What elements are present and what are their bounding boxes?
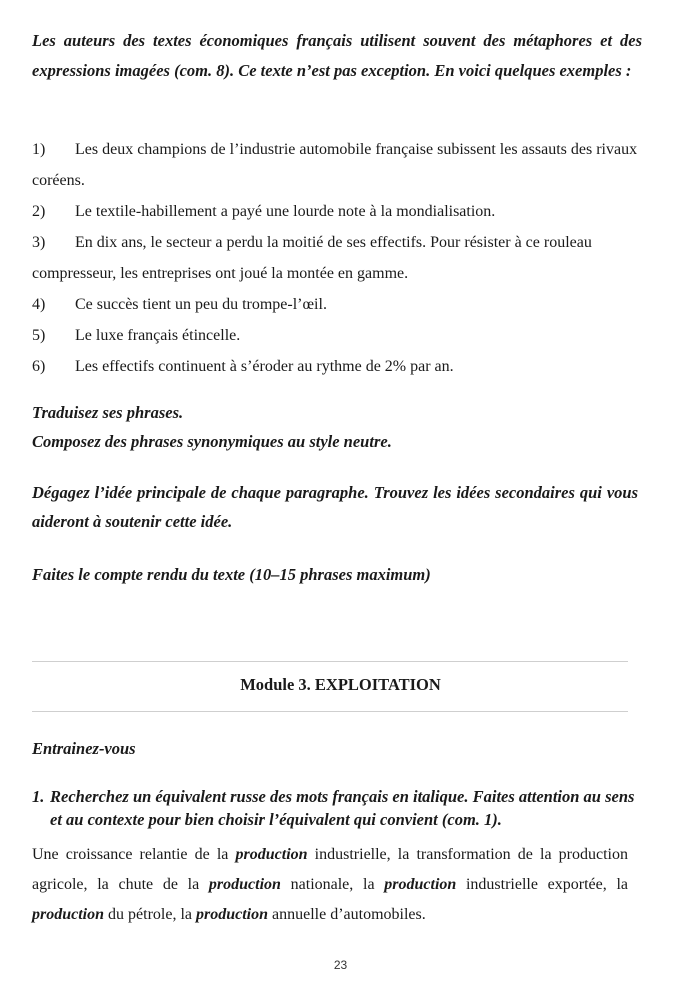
item-text: Ce succès tient un peu du trompe-l’œil. [75,296,327,313]
item-text: En dix ans, le secteur a perdu la moitié de ses effectifs. Pour résister à ce rouleau compresseur, les entreprises ont joué la montée en gamme. [32,234,592,282]
text-run: du pétrole, la [104,906,196,923]
text-run: industrielle exportée, la [456,876,629,893]
item-text: Le luxe français étincelle. [75,327,241,344]
module-title: Module 3. EXPLOITATION [240,675,441,694]
text-run: Une croissance relantie de la [32,846,236,863]
emphasized-word: production [32,906,105,923]
item-number: 3) [32,234,46,251]
text-run: annuelle d’automobiles. [268,906,426,923]
text-run: nationale, la [280,876,385,893]
emphasized-word: production [208,876,281,893]
page-number: 23 [333,958,348,972]
emphasized-word: production [235,846,308,863]
exercise-number: 1. [32,787,45,806]
emphasized-word: production [195,906,268,923]
text-run: industrielle, la transformation de la production agricole, la chute de la [32,846,628,893]
item-text: Les effectifs continuent à s’éroder au rythme de 2% par an. [75,358,454,375]
task-translate: Traduisez ses phrases. [32,403,184,422]
list-item [32,289,644,320]
list-item [32,196,644,227]
item-text: Les deux champions de l’industrie automobile française subissent les assauts des rivaux coréens. [32,141,638,189]
exercise-instruction [32,785,642,831]
item-number: 6) [32,358,46,375]
task-summary: Faites le compte rendu du texte (10–15 phrases maximum) [32,565,431,584]
item-number: 5) [32,327,46,344]
exercise-text [32,840,628,930]
exercise-instruction-text: Recherchez un équivalent russe des mots français en italique. Faites attention au sens et au contexte pour bien choisir l’équivalent qui convient (com. 1). [50,787,635,829]
divider-top [32,661,628,662]
intro-paragraph: Les auteurs des textes économiques français utilisent souvent des métaphores et des expressions imagées (com. 8). Ce texte n’est pas exception. En voici quelques exemples : [32,31,642,80]
item-number: 4) [32,296,46,313]
practice-heading: Entrainez-vous [32,739,136,758]
divider-bottom [32,711,628,712]
list-item [32,134,644,196]
list-item [32,227,644,289]
item-number: 1) [32,141,46,158]
task-main-idea: Dégagez l’idée principale de chaque paragraphe. Trouvez les idées secondaires qui vous aideront à soutenir cette idée. [32,483,638,531]
list-item [32,320,644,351]
emphasized-word: production [384,876,457,893]
item-number: 2) [32,203,46,220]
list-item [32,351,644,382]
item-text: Le textile-habillement a payé une lourde note à la mondialisation. [75,203,496,220]
task-synonyms: Composez des phrases synonymiques au style neutre. [32,432,392,451]
